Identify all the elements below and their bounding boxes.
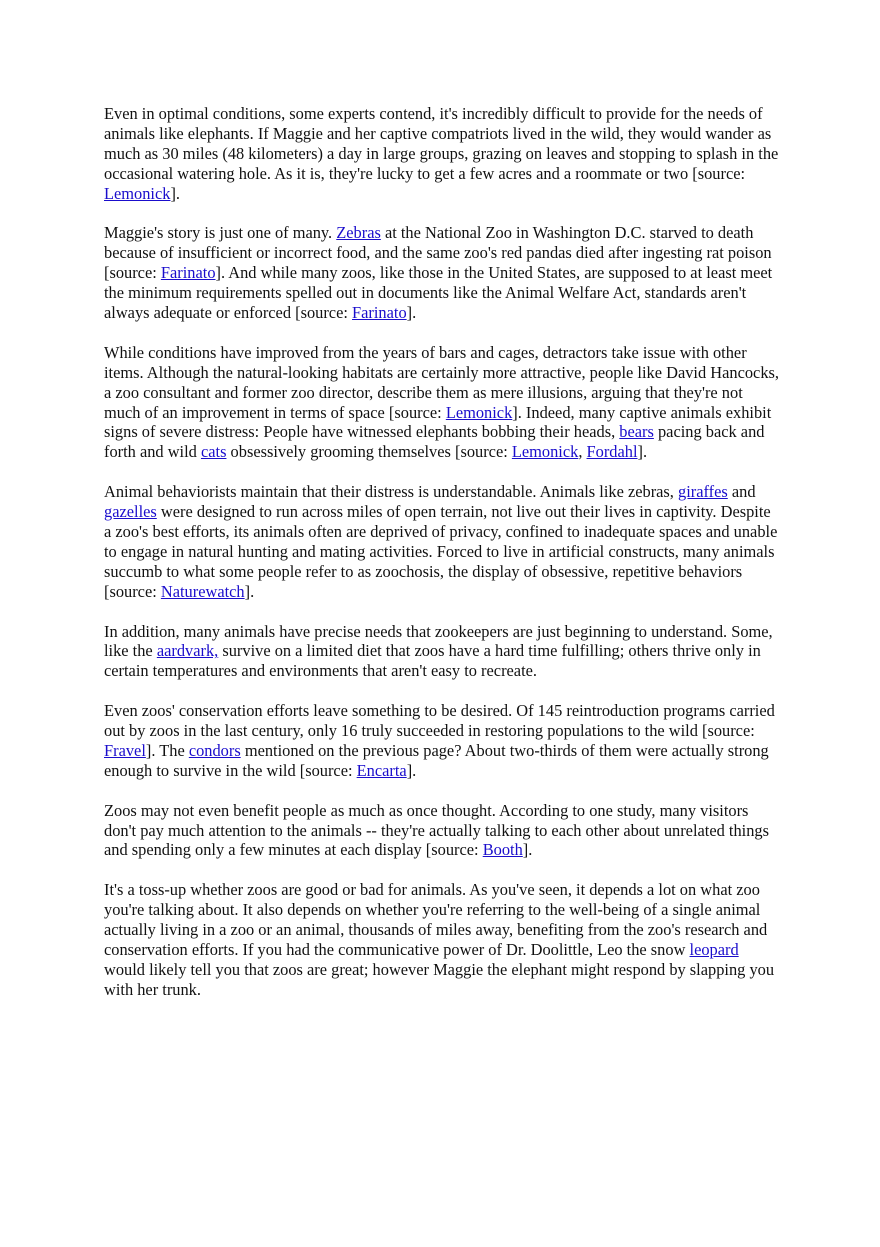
- paragraph-text: ]. Indeed, many captive animals exhibit signs of severe distress: People have witnessed elephants bobbing their heads,: [104, 402, 772, 442]
- source-link[interactable]: Fordahl: [586, 442, 638, 462]
- paragraph-text: It's a toss-up whether zoos are good or bad for animals. As you've seen, it depends a lot on what zoo you're talking about. It also depends on whether you're referring to the well-being of a single animal actually living in a zoo or an animal, thousands of miles away, benefiting from the zoo's research and conservation efforts. If you had the communicative power of Dr. Doolittle, Leo the snow: [104, 880, 768, 959]
- source-link[interactable]: aardvark,: [156, 641, 219, 661]
- paragraph-text: were designed to run across miles of open terrain, not live out their lives in captivity. Despite a zoo's best efforts, its animals often are deprived of privacy, confined to inadequate spaces and unable to engage in natural hunting and mating activities. Forced to live in artificial constructs, many animals succumb to what some people refer to as zoochosis, the display of obsessive, repetitive behaviors [source:: [104, 502, 778, 601]
- source-link[interactable]: Naturewatch: [160, 581, 245, 601]
- paragraph-text: ].: [406, 760, 417, 780]
- paragraph-text: pacing back and forth and wild: [104, 422, 765, 462]
- paragraph-text: Animal behaviorists maintain that their distress is understandable. Animals like zebras,: [104, 482, 678, 502]
- paragraph-2: [104, 223, 780, 323]
- paragraph-text: ,: [578, 442, 587, 462]
- paragraph-text: ]. The: [145, 740, 189, 760]
- paragraph-text: survive on a limited diet that zoos have a hard time fulfilling; others thrive only in certain temperatures and environments that aren't easy to recreate.: [104, 641, 761, 681]
- paragraph-text: ].: [170, 183, 181, 203]
- source-link[interactable]: giraffes: [678, 482, 728, 502]
- paragraph-text: and: [727, 482, 756, 502]
- paragraph-text: ].: [406, 303, 417, 323]
- paragraph-5: [104, 622, 780, 682]
- paragraph-text: ].: [637, 442, 648, 462]
- paragraph-text: mentioned on the previous page? About two-thirds of them were actually strong enough to survive in the wild [source:: [104, 740, 769, 780]
- source-link[interactable]: leopard: [689, 939, 739, 959]
- paragraph-6: [104, 701, 780, 781]
- paragraph-7: [104, 801, 780, 861]
- source-link[interactable]: condors: [188, 740, 241, 760]
- paragraph-text: Maggie's story is just one of many.: [104, 223, 337, 243]
- paragraph-text: In addition, many animals have precise needs that zookeepers are just beginning to understand. Some, like the: [104, 621, 773, 661]
- paragraph-text: Even zoos' conservation efforts leave something to be desired. Of 145 reintroduction programs carried out by zoos in the last century, only 16 truly succeeded in restoring populations to the wild [source:: [104, 701, 775, 741]
- source-link[interactable]: Lemonick: [445, 402, 513, 422]
- paragraph-text: Zoos may not even benefit people as much as once thought. According to one study, many visitors don't pay much attention to the animals -- they're actually talking to each other about unrelated things and spending only a few minutes at each display [source:: [104, 800, 769, 860]
- source-link[interactable]: Encarta: [356, 760, 407, 780]
- source-link[interactable]: Farinato: [352, 303, 407, 323]
- article-body: [104, 104, 780, 1020]
- paragraph-text: ].: [522, 840, 533, 860]
- paragraph-text: Even in optimal conditions, some experts contend, it's incredibly difficult to provide for the needs of animals like elephants. If Maggie and her captive compatriots lived in the wild, they would wander as much as 30 miles (48 kilometers) a day in large groups, grazing on leaves and stopping to splash in the occasional watering hole. As it is, they're lucky to get a few acres and a roommate or two [source:: [104, 104, 779, 183]
- paragraph-text: ].: [244, 581, 255, 601]
- source-link[interactable]: cats: [200, 442, 227, 462]
- paragraph-text: at the National Zoo in Washington D.C. starved to death because of insufficient or incorrect food, and the same zoo's red pandas died after ingesting rat poison [source:: [104, 223, 772, 283]
- paragraph-3: [104, 343, 780, 462]
- source-link[interactable]: Zebras: [336, 223, 381, 243]
- source-link[interactable]: Booth: [482, 840, 523, 860]
- source-link[interactable]: Lemonick: [104, 183, 171, 203]
- source-link[interactable]: bears: [619, 422, 654, 442]
- paragraph-text: While conditions have improved from the years of bars and cages, detractors take issue with other items. Although the natural-looking habitats are certainly more attractive, people like David Hancocks, a zoo consultant and former zoo director, describe them as mere illusions, arguing that they're not much of an improvement in terms of space [source:: [104, 342, 779, 422]
- source-link[interactable]: Farinato: [160, 263, 216, 283]
- paragraph-4: [104, 482, 780, 601]
- source-link[interactable]: Fravel: [104, 740, 146, 760]
- source-link[interactable]: Lemonick: [511, 442, 579, 462]
- paragraph-1: [104, 104, 780, 204]
- source-link[interactable]: gazelles: [104, 502, 157, 522]
- paragraph-text: would likely tell you that zoos are great; however Maggie the elephant might respond by slapping you with her trunk.: [104, 959, 775, 999]
- paragraph-8: [104, 880, 780, 999]
- paragraph-text: ]. And while many zoos, like those in the United States, are supposed to at least meet the minimum requirements spelled out in documents like the Animal Welfare Act, standards aren't always adequate or enforced [source:: [104, 263, 773, 323]
- paragraph-text: obsessively grooming themselves [source:: [226, 442, 512, 462]
